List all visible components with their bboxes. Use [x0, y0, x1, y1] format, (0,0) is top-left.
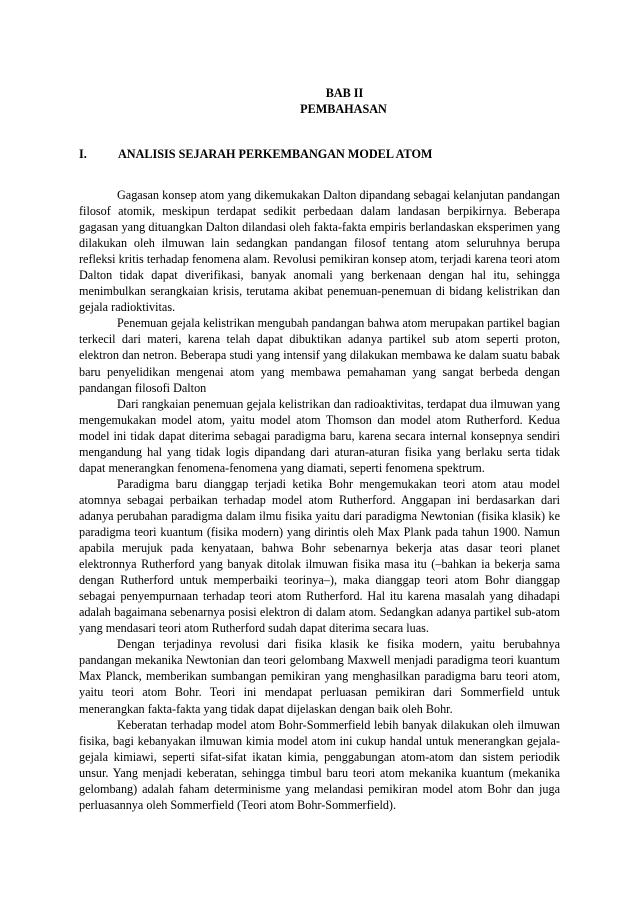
- section-heading: [79, 146, 560, 162]
- document-page: [79, 0, 560, 902]
- paragraph: Paradigma baru dianggap terjadi ketika Bohr mengemukakan teori atom atau model atomnya sebagai perbaikan terhadap model atom Rutherford. Anggapan ini berdasarkan dari adanya perubahan paradigma dalam ilmu fisika yaitu dari paradigma Newtonian (fisika klasik) ke paradigma teori kuantum (fisika modern) yang dirintis oleh Max Plank pada tahun 1900. Namun apabila merujuk pada kenyataan, bahwa Bohr sebenarnya bekerja atas dasar teori planet elektronnya Rutherford yang banyak ditolak ilmuwan fisika masa itu (–bahkan ia bekerja sama dengan Rutherford untuk memperbaiki teorinya–), maka dianggap teori atom Bohr dianggap sebagai penyempurnaan terhadap teori atom Rutherford. Hal itu karena masalah yang dihadapi adalah bagaimana sebenarnya posisi elektron di dalam atom. Sedangkan adanya partikel sub-atom yang mendasari teori atom Rutherford sudah dapat diterima secara luas.: [79, 476, 560, 636]
- body-text: [79, 187, 560, 813]
- paragraph: Penemuan gejala kelistrikan mengubah pandangan bahwa atom merupakan partikel bagian terkecil dari materi, karena telah dapat dibuktikan adanya partikel sub atom seperti proton, elektron dan netron. Beberapa studi yang intensif yang dilakukan membawa ke dalam suatu babak baru penyelidikan mengenai atom yang membawa pemahaman yang sangat berbeda dengan pandangan filosofi Dalton: [79, 316, 560, 395]
- paragraph: Dari rangkaian penemuan gejala kelistrikan dan radioaktivitas, terdapat dua ilmuwan yang mengemukakan model atom, yaitu model atom Thomson dan model atom Rutherford. Kedua model ini tidak dapat diterima sebagai paradigma baru, karena secara internal konsepnya sendiri mengandung hal yang tidak logis dipandang dari aturan-aturan fisika yang berlaku serta tidak dapat menerangkan fenomena-fenomena yang diamati, seperti fenomena spektrum.: [79, 396, 560, 475]
- chapter-title: BAB II: [325, 86, 364, 100]
- section-number: I.: [79, 147, 87, 161]
- chapter-subtitle: PEMBAHASAN: [300, 102, 387, 116]
- section-title: ANALISIS SEJARAH PERKEMBANGAN MODEL ATOM: [118, 147, 433, 161]
- paragraph: Keberatan terhadap model atom Bohr-Sommerfield lebih banyak dilakukan oleh ilmuwan fisika, bagi kebanyakan ilmuwan kimia model atom ini cukup handal untuk menerangkan gejala-gejala kimiawi, seperti sifat-sifat ikatan kimia, penggabungan atom-atom dan sistem periodik unsur. Yang menjadi keberatan, sehingga timbul baru teori atom mekanika kuantum (mekanika gelombang) adalah faham determinisme yang melandasi pemikiran model atom Bohr dan juga perluasannya oleh Sommerfield (Teori atom Bohr-Sommerfield).: [79, 717, 560, 812]
- paragraph: Dengan terjadinya revolusi dari fisika klasik ke fisika modern, yaitu berubahnya pandangan mekanika Newtonian dan teori gelombang Maxwell menjadi paradigma teori kuantum Max Planck, memberikan sumbangan pemikiran yang menghasilkan paradigma baru teori atom, yaitu teori atom Bohr. Teori ini mendapat perluasan pemikiran dari Sommerfield untuk menerangkan fakta-fakta yang tidak dapat dijelaskan dengan baik oleh Bohr.: [79, 637, 560, 716]
- paragraph: Gagasan konsep atom yang dikemukakan Dalton dipandang sebagai kelanjutan pandangan filosof atomik, meskipun terdapat sedikit perbedaan dalam landasan berpikirnya. Beberapa gagasan yang dituangkan Dalton dilandasi oleh fakta-fakta empiris berlandaskan eksperimen yang dilakukan oleh ilmuwan lain sedangkan pandangan filosof tentang atom seluruhnya berupa refleksi kritis terhadap fenomena alam. Revolusi pemikiran konsep atom, terjadi karena teori atom Dalton tidak dapat diverifikasi, banyak anomali yang berkenaan dengan hal itu, sehingga menimbulkan serangkaian krisis, terutama akibat penemuan-penemuan di bidang kelistrikan dan gejala radioktivitas.: [79, 188, 560, 315]
